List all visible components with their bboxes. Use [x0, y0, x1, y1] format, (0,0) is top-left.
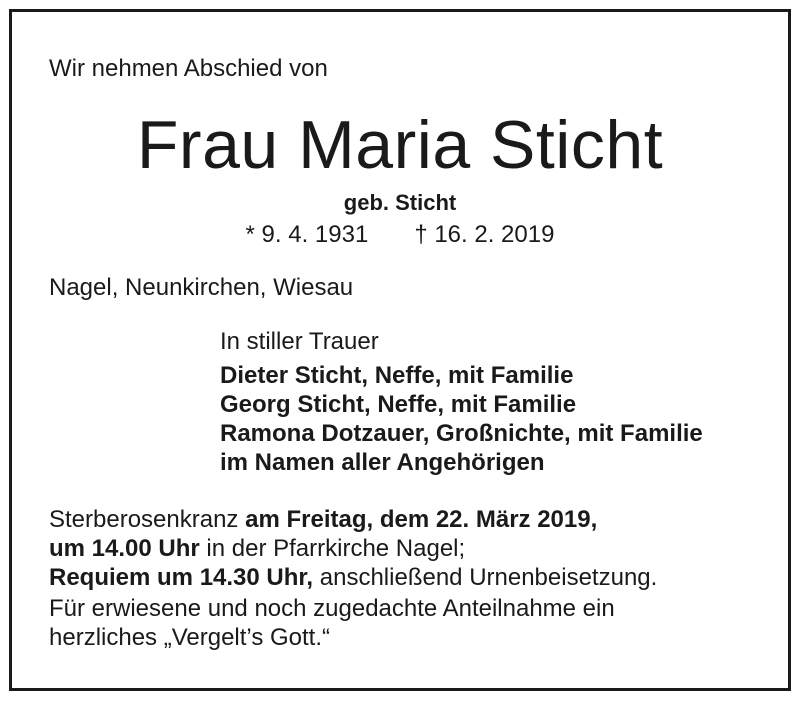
service-info	[49, 505, 657, 592]
deceased-name: Frau Maria Sticht	[136, 107, 664, 183]
service-line-2	[49, 534, 657, 563]
service-rosary-time: um 14.00 Uhr	[49, 535, 200, 562]
maiden-name: geb. Sticht	[343, 190, 457, 215]
thanks-line-1: Für erwiesene und noch zugedachte Anteilnahme ein	[49, 595, 615, 622]
mourner-line: Dieter Sticht, Neffe, mit Familie	[220, 362, 574, 389]
mourning-intro: In stiller Trauer	[220, 328, 379, 355]
service-line-3	[49, 563, 657, 592]
death-date: † 16. 2. 2019	[414, 221, 555, 248]
service-rosary-label: Sterberosenkranz	[49, 506, 239, 533]
requiem-time: Requiem um 14.30 Uhr,	[49, 564, 314, 591]
mourners-list	[220, 361, 703, 477]
service-date: am Freitag, dem 22. März 2019,	[245, 506, 598, 533]
intro-text: Wir nehmen Abschied von	[49, 55, 328, 82]
service-location: in der Pfarrkirche Nagel;	[206, 535, 466, 562]
life-dates	[12, 221, 788, 249]
mourner-line: Georg Sticht, Neffe, mit Familie	[220, 391, 577, 418]
birth-date: * 9. 4. 1931	[245, 221, 369, 248]
burial-note: anschließend Urnenbeisetzung.	[319, 564, 658, 591]
places: Nagel, Neunkirchen, Wiesau	[49, 274, 354, 301]
mourner-line: Ramona Dotzauer, Großnichte, mit Familie	[220, 420, 703, 447]
thanks-line-2: herzliches „Vergelt’s Gott.“	[49, 624, 331, 651]
mourner-line: im Namen aller Angehörigen	[220, 449, 545, 476]
thanks-text	[49, 594, 615, 652]
obituary-frame	[9, 9, 791, 691]
service-line-1	[49, 505, 657, 534]
